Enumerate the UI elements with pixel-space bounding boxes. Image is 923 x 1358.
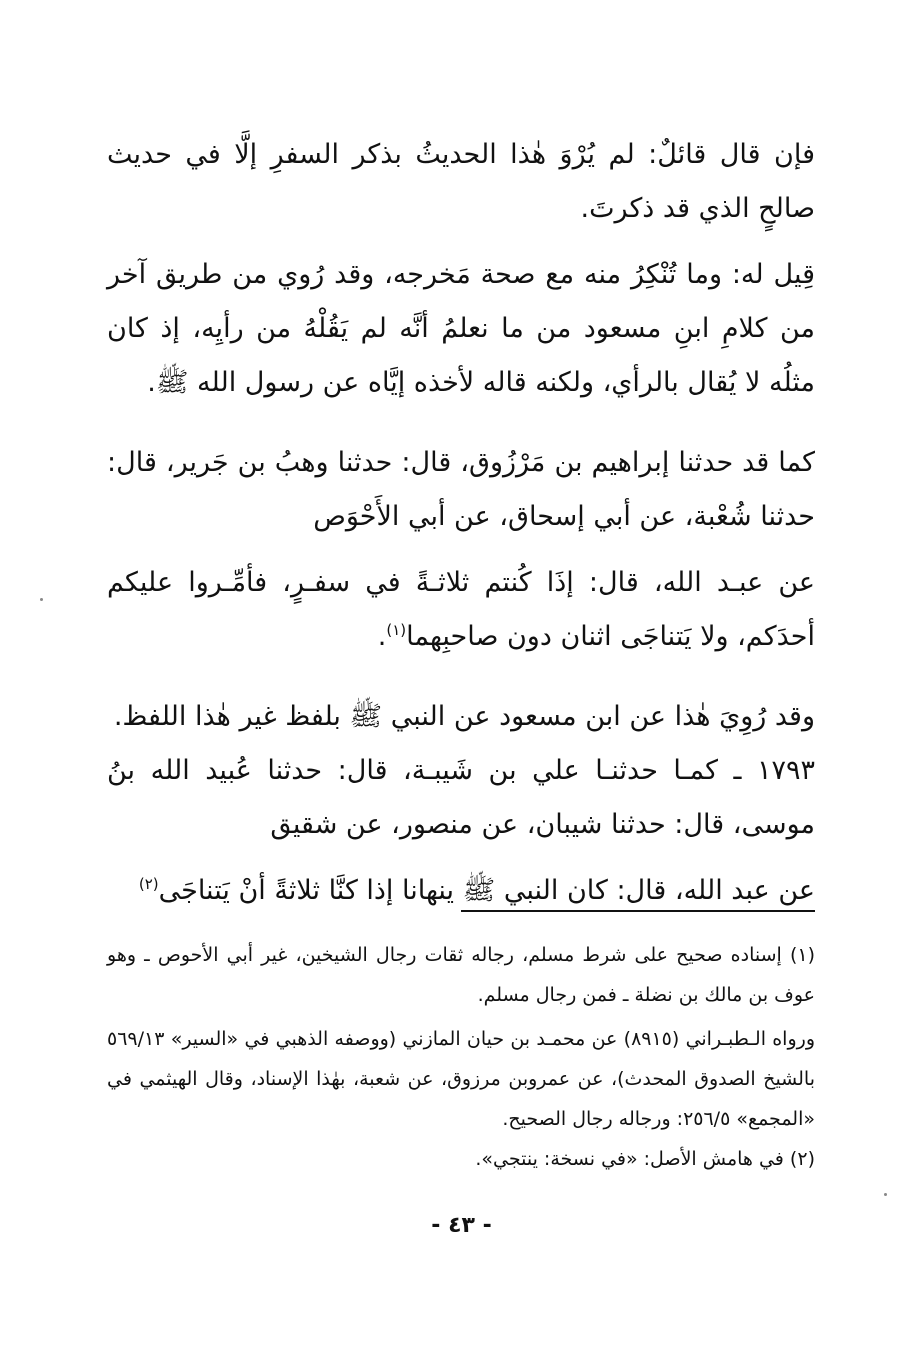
footnotes xyxy=(107,935,815,1179)
footnote-1-continuation: ورواه الـطبـراني (٨٩١٥) عن محمـد بن حيان المازني (ووصفه الذهبي في «السير» ٥٦٩/١٣ بالشيخ الصدوق المحدث)، عن عمروبن مرزوق، عن شعبة، بهٰذا الإسناد، وقال الهيثمي في «المجمع» ٢٥٦/٥: ورجاله رجال الصحيح. xyxy=(107,1028,815,1130)
matn-1-text: عن عبـد الله، قال: إذَا كُنتم ثلاثـةً في سفـرٍ، فأمِّـروا عليكم أحدَكم، ولا يَتناجَى اثنان دون صاحبِهما xyxy=(107,567,815,652)
paragraph-matn-1 xyxy=(107,556,815,664)
footnote-1: (١) إسناده صحيح على شرط مسلم، رجاله ثقات رجال الشيخين، غير أبي الأحوص ـ وهو عوف بن مالك بن نضلة ـ فمن رجال مسلم. xyxy=(107,944,815,1006)
footnote-ref-1: (١) xyxy=(386,621,407,639)
paragraph-isnad-1: كما قد حدثنا إبراهيم بن مَرْزُوق، قال: حدثنا وهبُ بن جَرير، قال: حدثنا شُعْبة، عن أبي إسحاق، عن أبي الأَحْوَص xyxy=(107,447,815,532)
footnote-2: (٢) في هامش الأصل: «في نسخة: ينتجي». xyxy=(475,1148,815,1170)
paragraph-reply: قِيل له: وما تُنْكِرُ منه مع صحة مَخرجه، وقد رُوي من طريق آخر من كلامِ ابنِ مسعود من ما نعلمُ أنَّه لم يَقُلْهُ من رأيِه، إذ كان مثلُه لا يُقال بالرأي، ولكنه قاله لأخذه إيَّاه عن رسول الله ﷺ. xyxy=(107,259,815,398)
paragraph-hadith-1793: ١٧٩٣ ـ كمـا حدثنـا علي بن شَيبـة، قال: حدثنا عُبيد الله بنُ موسى، قال: حدثنا شيبان، عن منصور، عن شقيق xyxy=(107,755,815,840)
footnote-ref-2: (٢) xyxy=(138,875,159,893)
scan-speck xyxy=(884,1193,887,1196)
page-number: - ٤٣ - xyxy=(431,1213,492,1238)
paragraph-narration-note: وقد رُوِيَ هٰذا عن ابن مسعود عن النبي ﷺ بلفظ غير هٰذا اللفظ. xyxy=(113,701,815,732)
paragraph-objection: فإن قال قائلٌ: لم يُرْوَ هٰذا الحديثُ بذكر السفرِ إلَّا في حديث صالحٍ الذي قد ذكرتَ. xyxy=(107,139,815,224)
matn-2-text: عن عبد الله، قال: كان النبي ﷺ ينهانا إذا كنَّا ثلاثةً أنْ يَتناجَى xyxy=(158,875,815,906)
scan-speck xyxy=(40,598,43,601)
matn-1-end: . xyxy=(377,621,387,652)
main-text xyxy=(107,128,815,918)
footnote-divider xyxy=(461,910,815,912)
